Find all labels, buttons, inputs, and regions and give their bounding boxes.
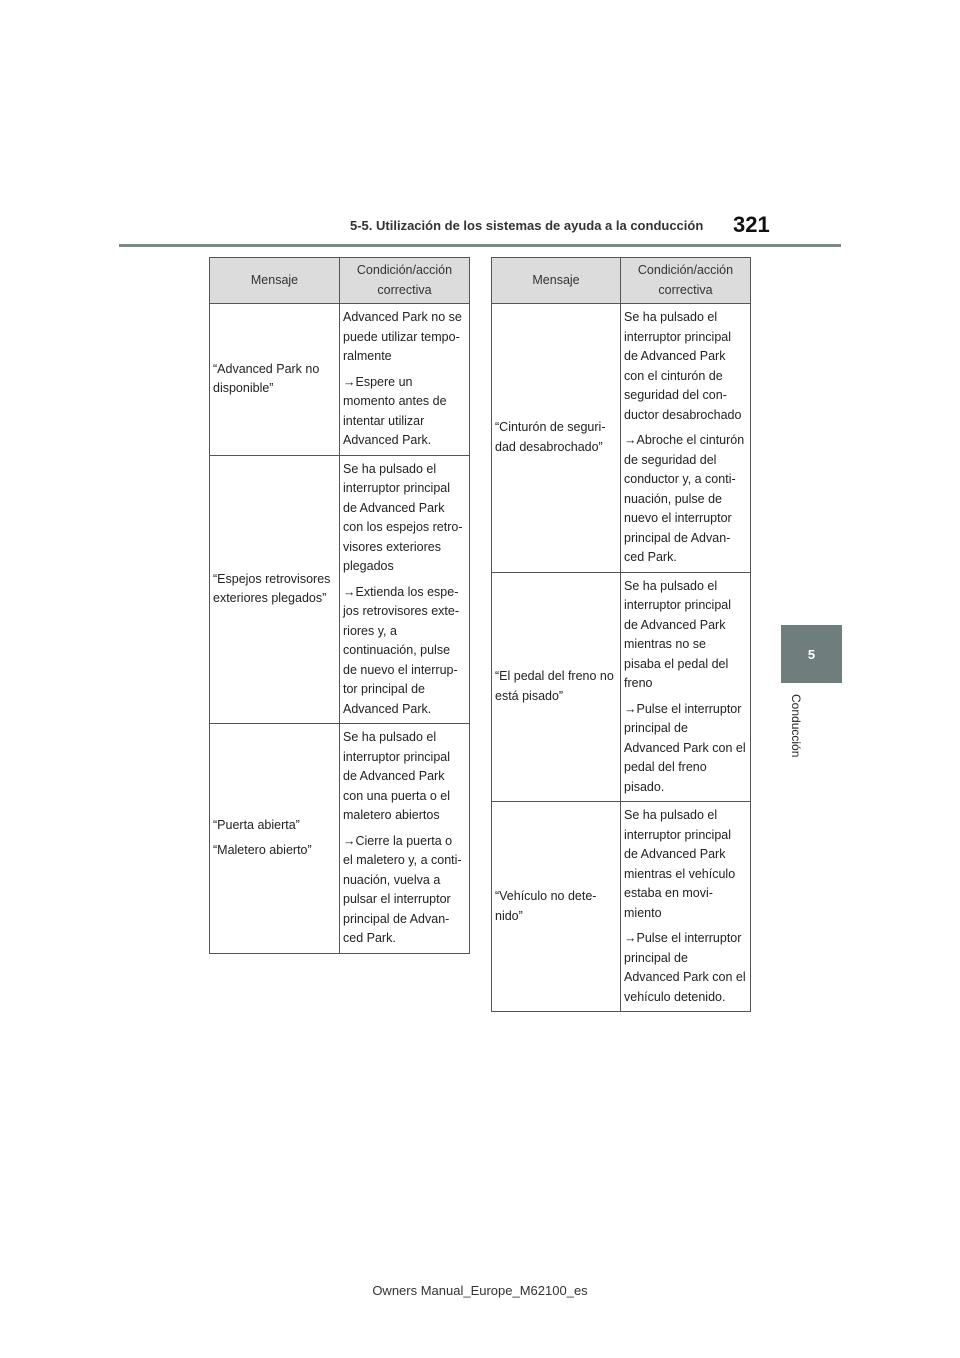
condition-cell bbox=[621, 802, 751, 1012]
table-row bbox=[210, 304, 470, 456]
message-table-right bbox=[491, 257, 751, 1012]
table-row bbox=[210, 455, 470, 724]
column-header-message: Mensaje bbox=[492, 258, 621, 304]
table-header-row bbox=[210, 258, 470, 304]
condition-text: Se ha pulsado el interruptor principal de Advanced Park con una puerta o el maletero abiertos bbox=[343, 730, 451, 822]
condition-text: Advanced Park no se puede utilizar temporalmente bbox=[343, 310, 462, 363]
column-header-message: Mensaje bbox=[210, 258, 340, 304]
column-header-condition: Condición/acción correctiva bbox=[340, 258, 470, 304]
message-cell bbox=[210, 724, 340, 954]
condition-cell bbox=[621, 572, 751, 802]
condition-text: Se ha pulsado el interruptor principal de Advanced Park mientras no se pisaba el pedal del freno bbox=[624, 578, 731, 690]
action-text: →Extienda los espejos retrovisores exteriores y, a continuación, pulse de nuevo el interruptor principal de Advanced Park. bbox=[343, 584, 460, 716]
message-cell bbox=[492, 572, 621, 802]
section-title: 5-5. Utilización de los sistemas de ayuda a la conducción bbox=[350, 218, 704, 233]
message-text: “Cinturón de seguridad desabrochado” bbox=[495, 420, 606, 454]
footer-text: Owners Manual_Europe_M62100_es bbox=[372, 1283, 588, 1298]
message-text: “Espejos retrovisores exteriores plegados” bbox=[213, 571, 331, 606]
condition-cell bbox=[340, 304, 470, 456]
action-text: →Abroche el cinturón de seguridad del conductor y, a continuación, pulse de nuevo el interruptor principal de Advanced Park. bbox=[624, 433, 745, 564]
chapter-tab: 5 bbox=[781, 625, 842, 683]
table-row bbox=[492, 572, 751, 802]
action-text: →Espere un momento antes de intentar utilizar Advanced Park. bbox=[343, 374, 447, 447]
condition-cell bbox=[340, 724, 470, 954]
message-table-left bbox=[209, 257, 470, 954]
message-text: “Puerta abierta” bbox=[213, 817, 300, 832]
message-cell bbox=[492, 304, 621, 573]
message-text: “Vehículo no detenido” bbox=[495, 889, 597, 923]
table-row bbox=[492, 304, 751, 573]
chapter-tab-label: Conducción bbox=[789, 694, 803, 758]
action-text: →Pulse el interruptor principal de Advanced Park con el pedal del freno pisado. bbox=[624, 701, 746, 794]
message-cell bbox=[210, 304, 340, 456]
message-text: “El pedal del freno no está pisado” bbox=[495, 669, 614, 703]
condition-text: Se ha pulsado el interruptor principal de Advanced Park con los espejos retrovisores exteriores plegados bbox=[343, 461, 463, 573]
condition-cell bbox=[621, 304, 751, 573]
header-divider bbox=[119, 244, 841, 247]
action-text: →Cierre la puerta o el maletero y, a continuación, vuelva a pulsar el interruptor principal de Advanced Park. bbox=[343, 833, 462, 945]
message-cell bbox=[492, 802, 621, 1012]
message-text: “Maletero abierto” bbox=[213, 843, 312, 858]
table-header-row bbox=[492, 258, 751, 304]
page-number: 321 bbox=[733, 212, 770, 237]
table-row bbox=[492, 802, 751, 1012]
condition-text: Se ha pulsado el interruptor principal de Advanced Park con el cinturón de seguridad del conductor desabrochado bbox=[624, 310, 742, 422]
condition-cell bbox=[340, 455, 470, 724]
table-row bbox=[210, 724, 470, 954]
message-text: “Advanced Park no disponible” bbox=[213, 361, 320, 396]
column-header-condition: Condición/acción correctiva bbox=[621, 258, 751, 304]
message-cell bbox=[210, 455, 340, 724]
condition-text: Se ha pulsado el interruptor principal de Advanced Park mientras el vehículo estaba en movimiento bbox=[624, 808, 736, 920]
action-text: →Pulse el interruptor principal de Advanced Park con el vehículo detenido. bbox=[624, 931, 746, 1004]
